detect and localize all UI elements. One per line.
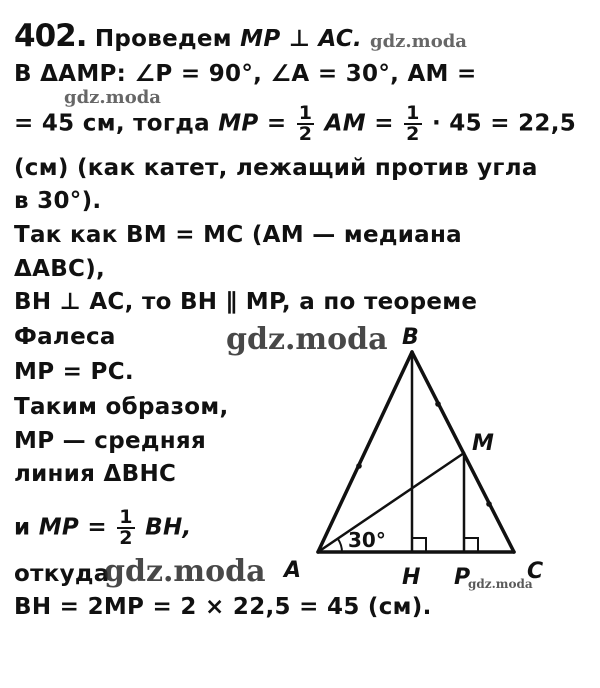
tick-ab bbox=[356, 463, 362, 469]
label-p: P bbox=[454, 565, 471, 590]
line-14: и MP = $\frac{1}{2}$ BH, bbox=[14, 506, 192, 549]
text-14-bh: BH, bbox=[145, 514, 192, 541]
fraction-half-1 bbox=[297, 104, 315, 144]
text-14-mp: MP bbox=[38, 514, 80, 541]
line-1 bbox=[14, 18, 363, 54]
fraction-num: 1 bbox=[406, 102, 420, 124]
line-15: откуда bbox=[14, 561, 110, 587]
watermark: gdz.moda bbox=[104, 554, 266, 589]
line-9: Фалеса bbox=[14, 324, 116, 350]
text-1: Проведем bbox=[94, 26, 232, 52]
line-12: MP — средняя bbox=[14, 428, 207, 454]
text-14a: и bbox=[14, 514, 31, 541]
line-3: = 45 см, тогда MP = $\frac{1}{2}$ AM = $\frac{1}{2}$ · 45 = 22,5 bbox=[14, 102, 577, 145]
line-11: Таким образом, bbox=[14, 394, 229, 420]
watermark: gdz.moda bbox=[226, 322, 388, 357]
angle-label: 30° bbox=[348, 528, 386, 552]
label-a: A bbox=[284, 558, 302, 583]
watermark: gdz.moda bbox=[370, 31, 467, 52]
triangle-diagram bbox=[280, 320, 600, 620]
tick-mc bbox=[486, 501, 492, 507]
text-3a: = 45 см, тогда bbox=[14, 110, 210, 137]
right-angle-h bbox=[412, 538, 426, 552]
line-16: BH = 2MP = 2 × 22,5 = 45 (см). bbox=[14, 594, 432, 620]
line-8: BH ⊥ AC, то BH ∥ MP, а по теореме bbox=[14, 289, 478, 315]
label-c: C bbox=[527, 559, 544, 584]
fraction-half-3 bbox=[117, 508, 135, 548]
line-5: в 30°). bbox=[14, 188, 102, 214]
side-ab bbox=[318, 352, 412, 552]
label-m: M bbox=[472, 431, 494, 456]
line-7: ΔABC), bbox=[14, 256, 106, 282]
line-13: линия ΔBHC bbox=[14, 461, 177, 487]
right-angle-p bbox=[464, 538, 478, 552]
text-1-math: MP ⊥ AC. bbox=[240, 26, 363, 52]
triangle-figure bbox=[280, 320, 600, 620]
line-6: Так как BM = MC (AM — медиана bbox=[14, 222, 462, 248]
fraction-half-2 bbox=[404, 104, 422, 144]
watermark: gdz.moda bbox=[64, 87, 161, 108]
text-3-am: AM bbox=[324, 110, 366, 137]
fraction-num: 1 bbox=[298, 102, 313, 124]
line-10: MP = PC. bbox=[14, 359, 134, 385]
fraction-num: 1 bbox=[119, 506, 133, 528]
line-2: В ΔAMP: ∠P = 90°, ∠A = 30°, AM = bbox=[14, 61, 477, 87]
fraction-den: 2 bbox=[119, 527, 133, 549]
text-3-mp: MP bbox=[218, 110, 259, 137]
text-3-tail: · 45 = 22,5 bbox=[431, 110, 577, 137]
problem-number: 402. bbox=[14, 18, 87, 54]
fraction-den: 2 bbox=[298, 123, 313, 145]
label-b: B bbox=[402, 325, 419, 350]
line-4: (см) (как катет, лежащий против угла bbox=[14, 155, 538, 181]
label-h: H bbox=[402, 565, 421, 590]
angle-arc-a bbox=[338, 539, 342, 552]
tick-bm bbox=[435, 401, 441, 407]
watermark: gdz.moda bbox=[468, 577, 533, 591]
fraction-den: 2 bbox=[406, 123, 420, 145]
